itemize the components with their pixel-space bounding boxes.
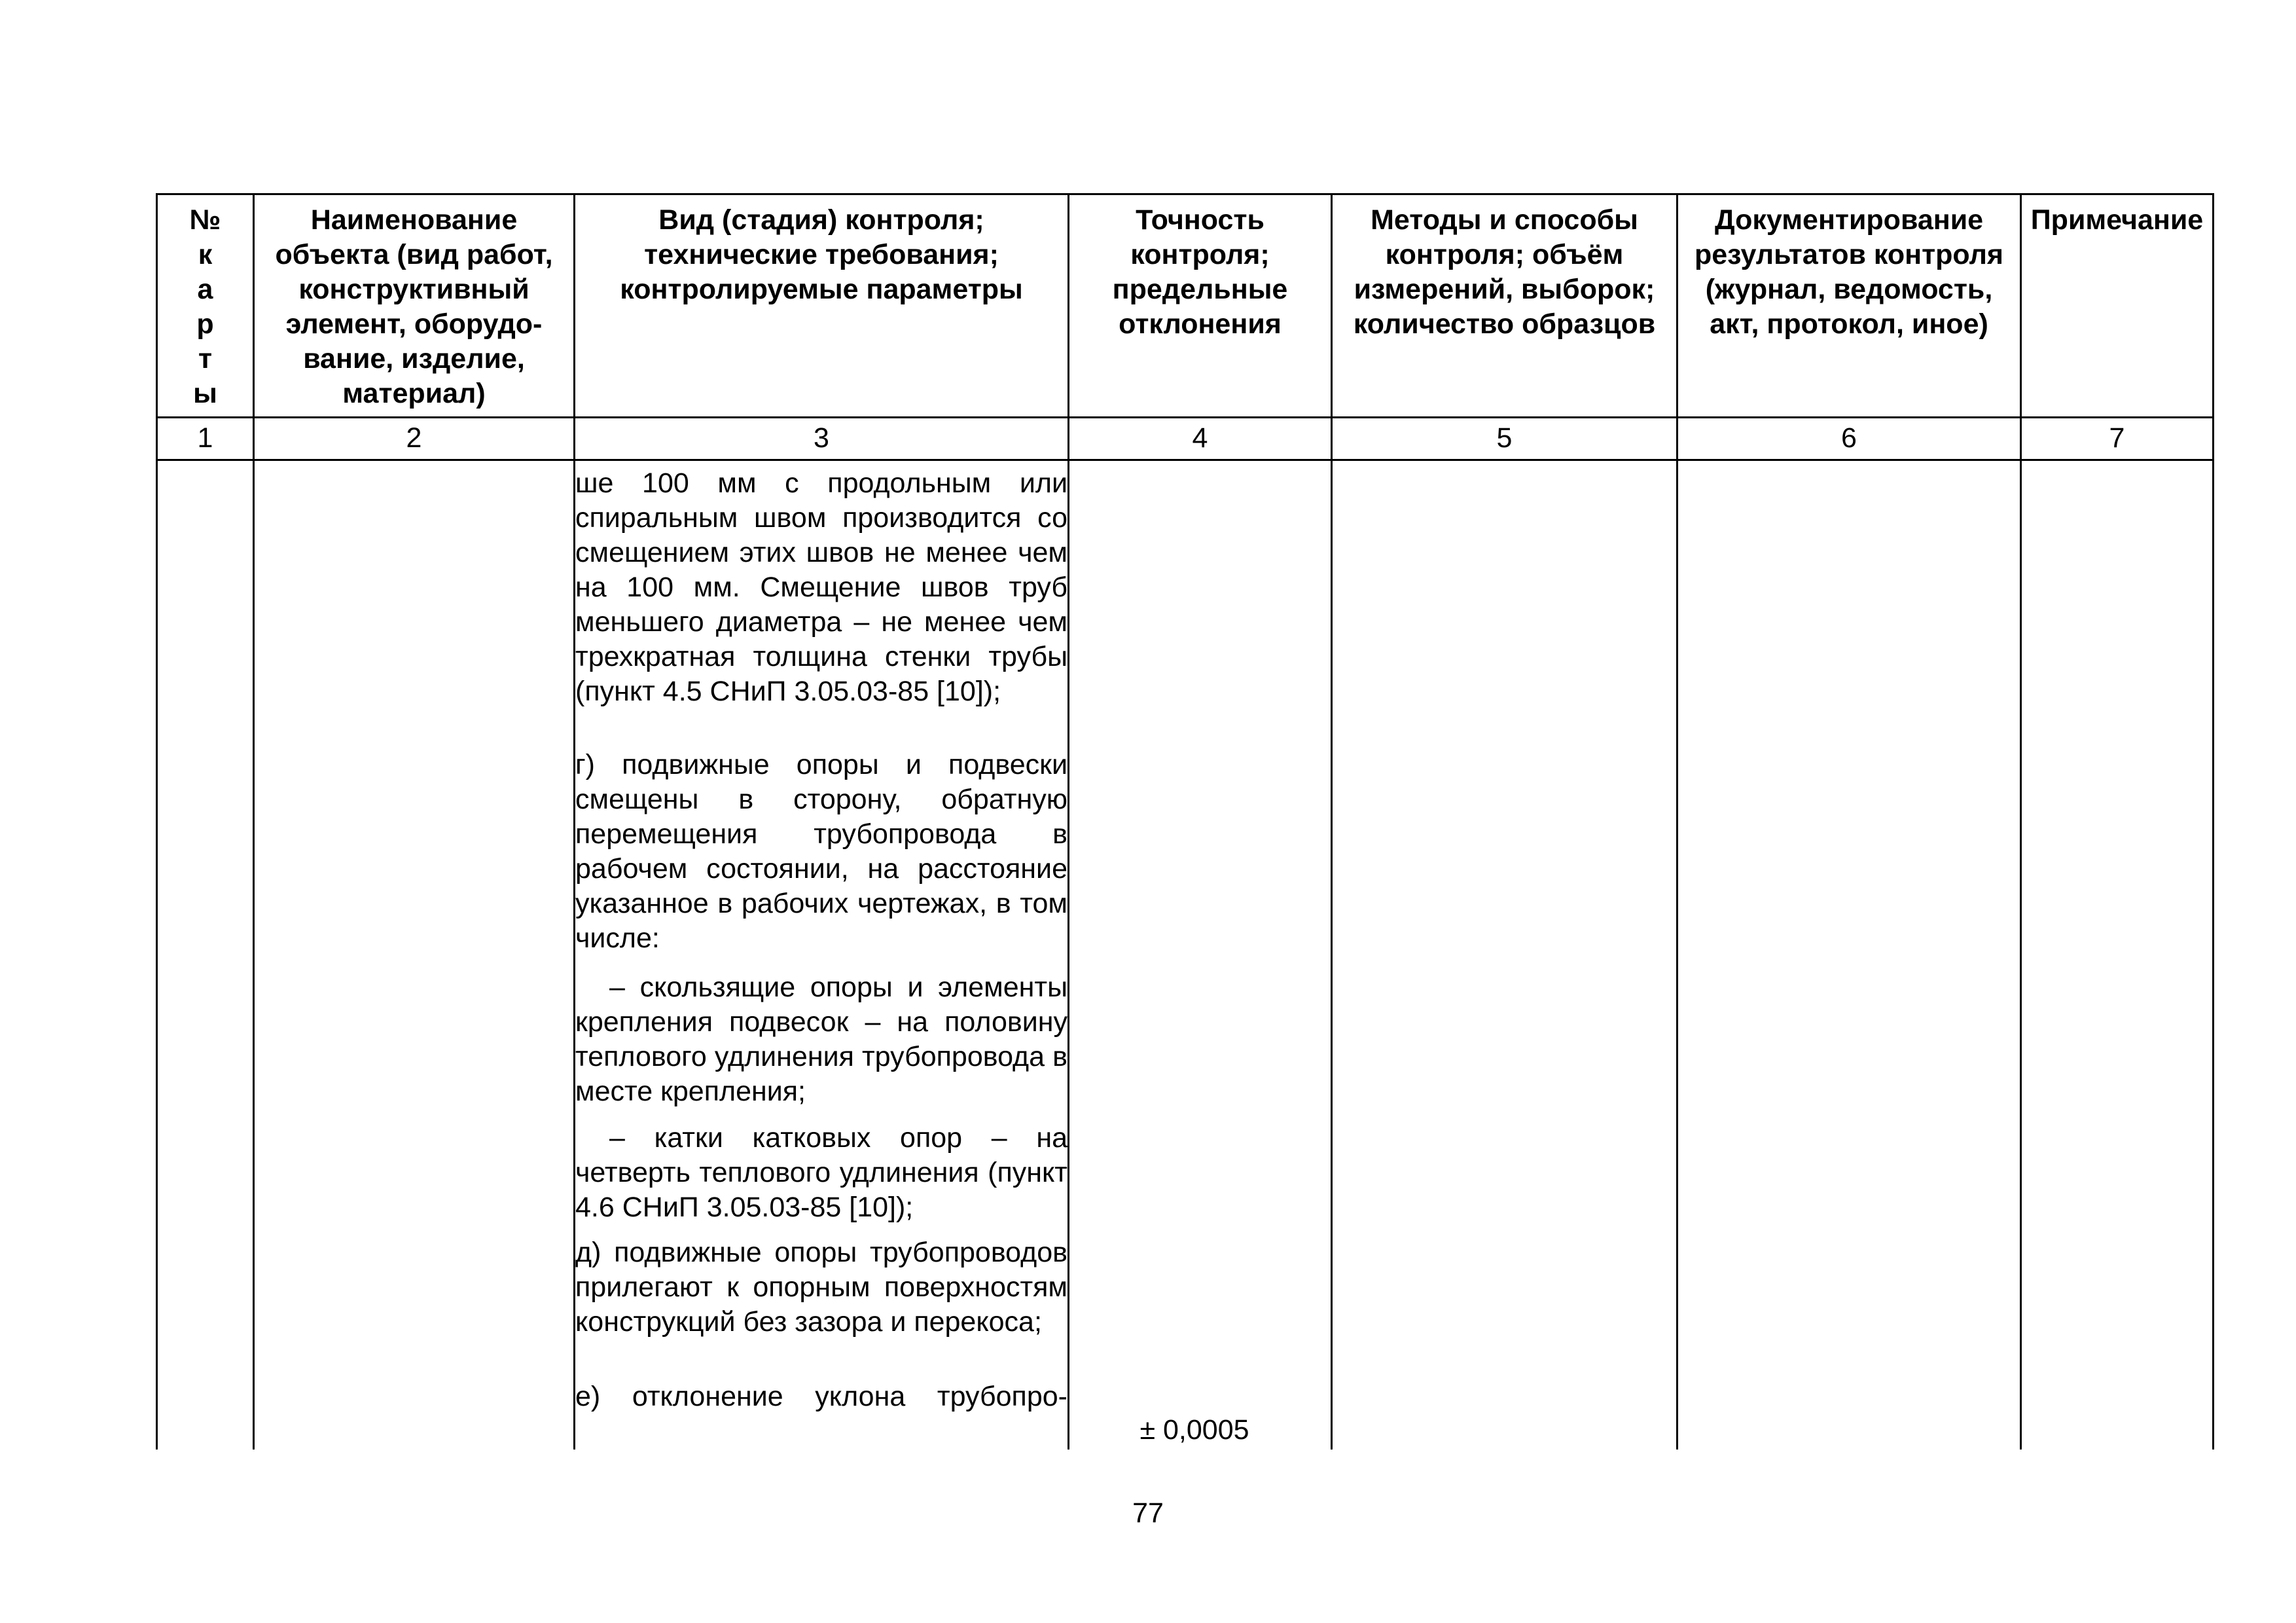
column-number: 5 [1332,418,1677,460]
cell-accuracy [1069,460,1332,1450]
header-control-type: Вид (стадия) контроля; технические требования; контролируемые параметры [575,194,1069,418]
header-accuracy: Точность контроля; предельные отклонения [1069,194,1332,418]
column-number: 6 [1677,418,2021,460]
cell-card-number [157,460,254,1450]
table-row [157,460,2214,1450]
cell-documentation [1677,460,2021,1450]
cell-object-name [254,460,575,1450]
header-methods: Методы и способы контроля; объём измерений, выборок; количество образцов [1332,194,1677,418]
header-documentation: Документирование результатов контроля (журнал, ведомость, акт, протокол, иное) [1677,194,2021,418]
header-row [157,194,2214,418]
header-card-number: № к а р т ы [157,194,254,418]
requirement-paragraph: д) подвижные опоры трубопроводов прилегают к опорным поверхностям конструкций без зазора и перекоса; [575,1237,1067,1338]
cell-requirements [575,460,1069,1450]
requirement-paragraph: ше 100 мм с продольным или спиральным швом производится со смещением этих швов не менее чем на 100 мм. Смещение швов труб меньшего диаметра – не менее чем трехкратная толщина стенки трубы (пункт 4.5 СНиП 3.05.03-85 [10]); [575,467,1067,707]
column-number: 4 [1069,418,1332,460]
column-number: 7 [2021,418,2214,460]
accuracy-value: ± 0,0005 [1139,1414,1249,1446]
control-table [156,193,2214,1450]
column-number: 2 [254,418,575,460]
header-note: Примечание [2021,194,2214,418]
page-number: 77 [1132,1497,1164,1529]
header-object-name: Наименование объекта (вид работ, конструктивный элемент, оборудо-вание, изделие, материал) [254,194,575,418]
cell-methods [1332,460,1677,1450]
column-number: 1 [157,418,254,460]
cell-note [2021,460,2214,1450]
requirement-paragraph: е) отклонение уклона трубопро- [575,1381,1067,1412]
requirement-paragraph: – катки катковых опор – на четверть теплового удлинения (пункт 4.6 СНиП 3.05.03-85 [10]); [575,1122,1067,1223]
requirement-paragraph: г) подвижные опоры и подвески смещены в сторону, обратную перемещения трубопровода в рабочем состоянии, на расстояние указанное в рабочих чертежах, в том числе: [575,749,1067,954]
requirement-paragraph: – скользящие опоры и элементы крепления подвесок – на половину теплового удлинения трубопровода в месте крепления; [575,972,1067,1107]
column-number-row [157,418,2214,460]
column-number: 3 [575,418,1069,460]
